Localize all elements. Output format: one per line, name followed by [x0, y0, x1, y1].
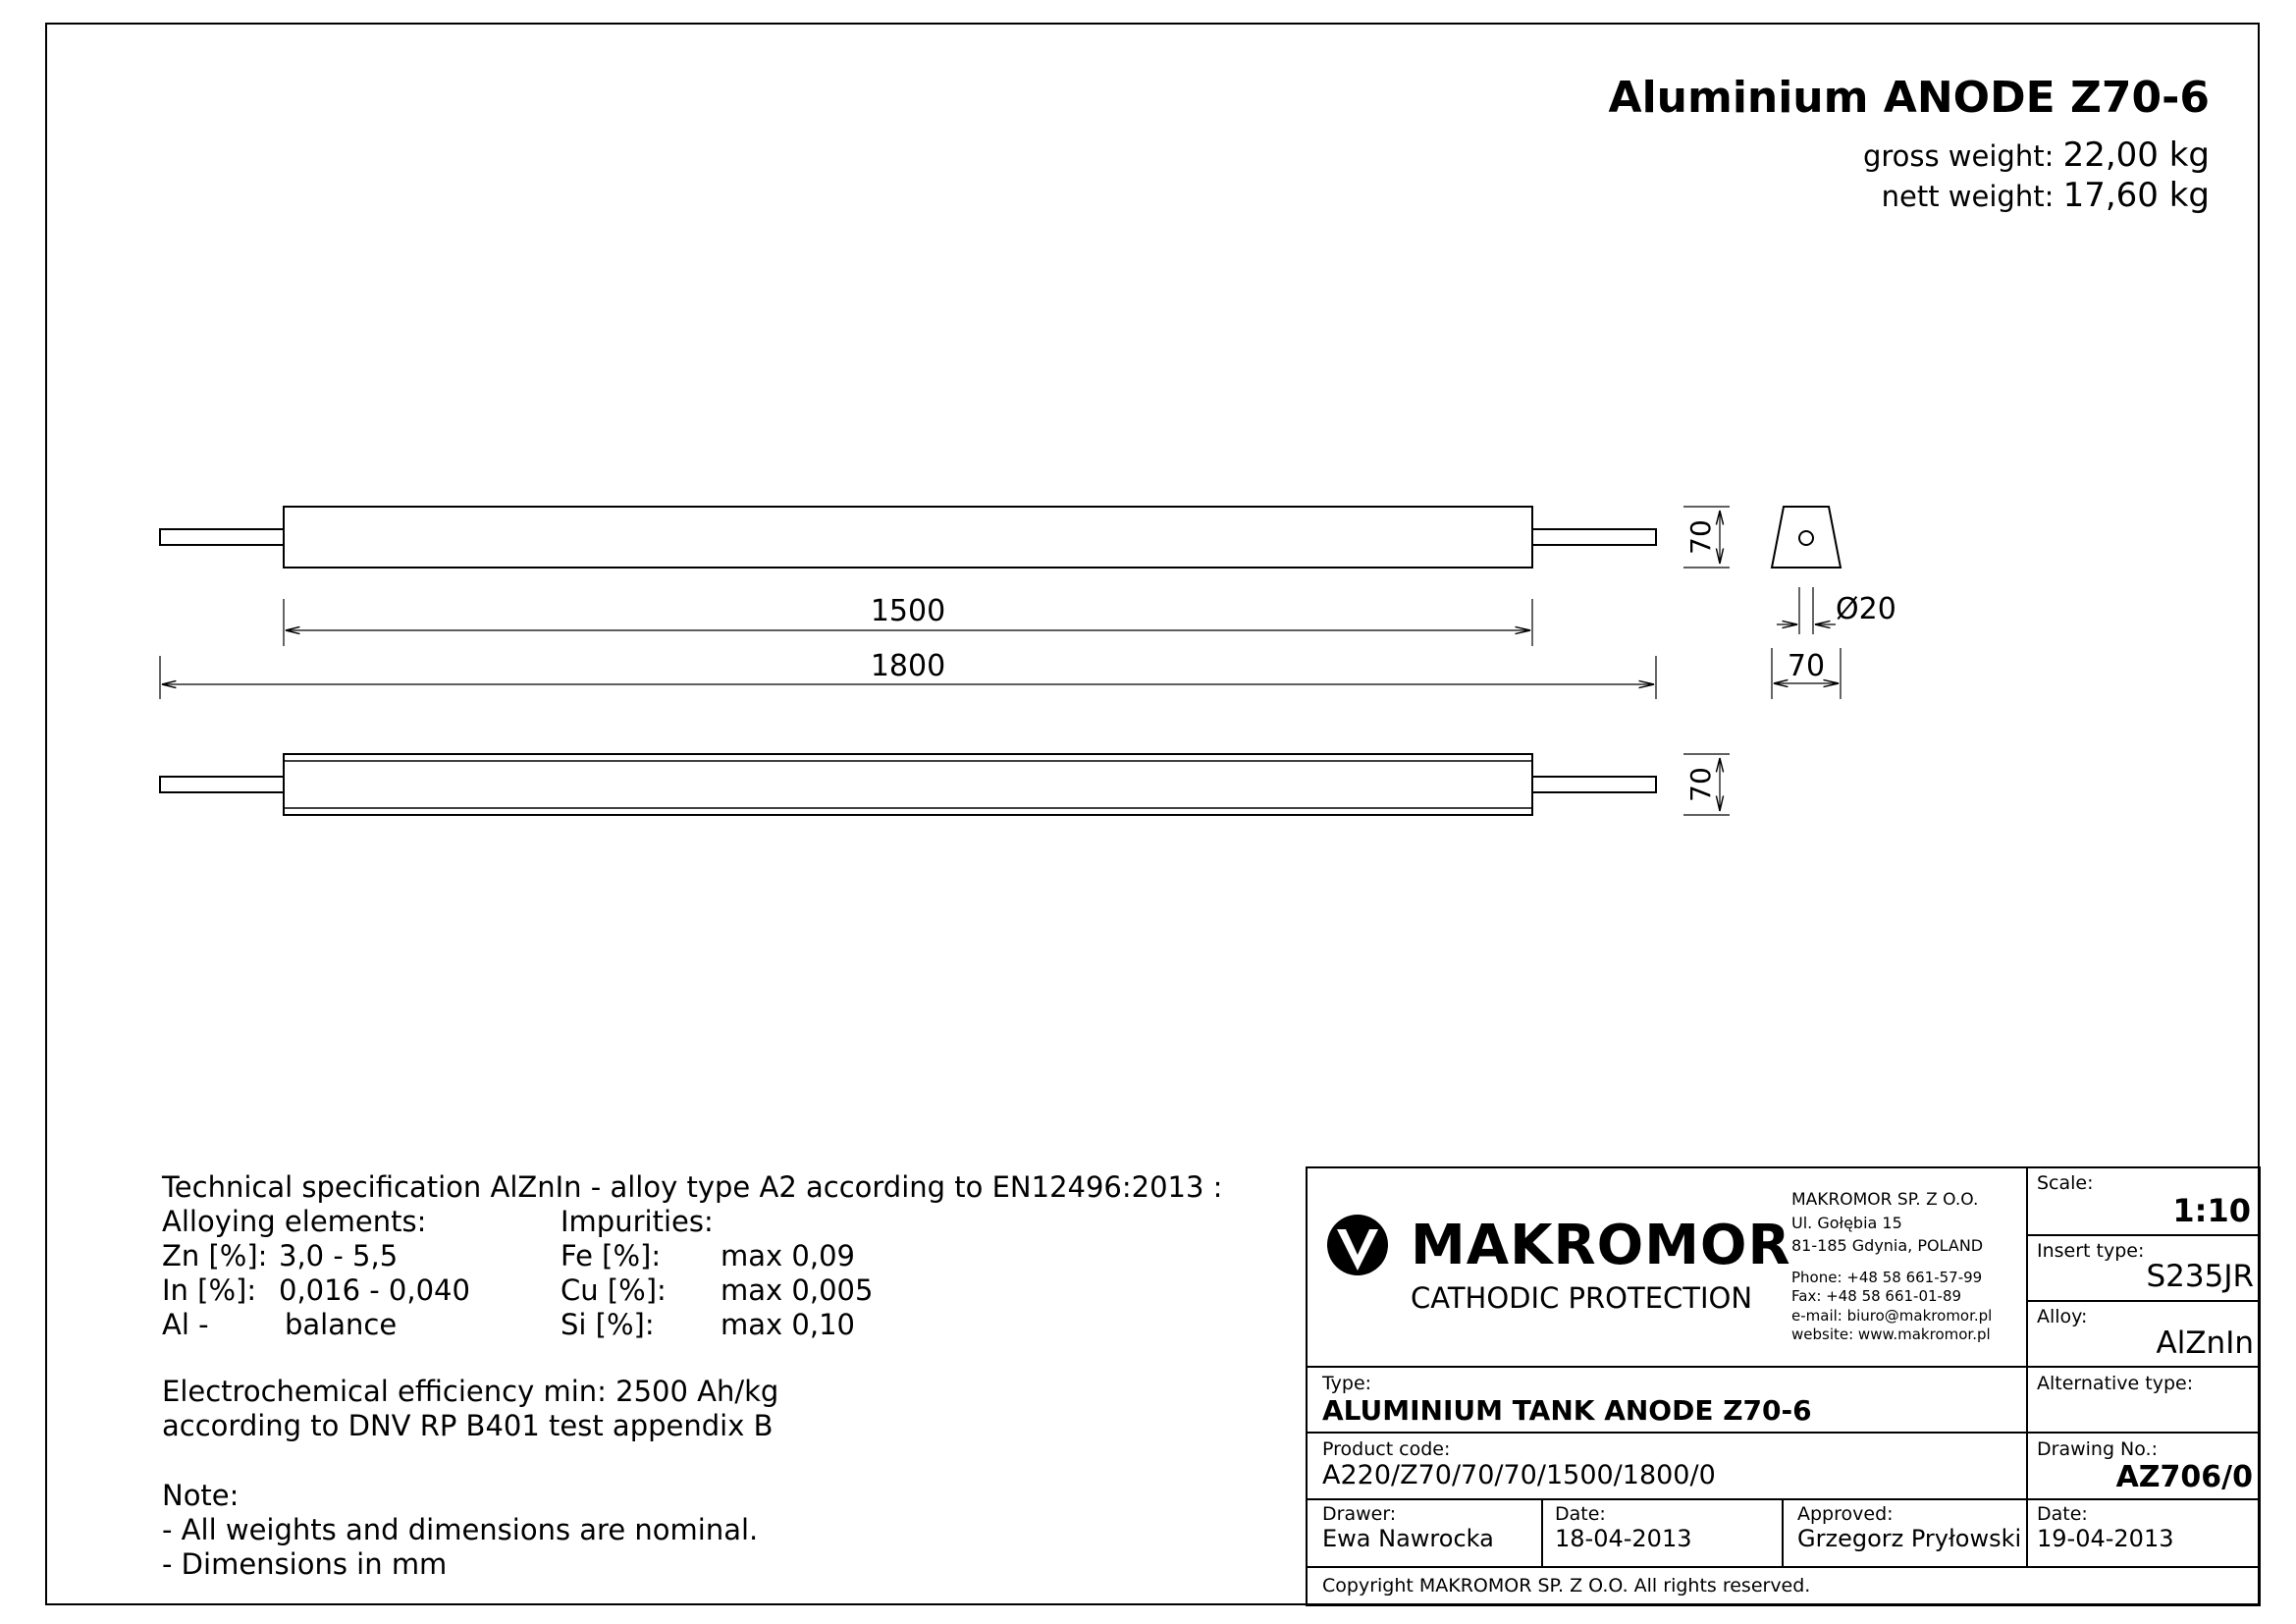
impurity-value-cu: max 0,005 — [721, 1273, 874, 1307]
makromor-logo-icon — [1327, 1215, 1388, 1275]
insert-type-label: Insert type: — [2037, 1240, 2145, 1262]
dim-1800: 1800 — [870, 649, 946, 683]
dim-hole-diameter: Ø20 — [1836, 592, 1896, 626]
alloy-value-in: 0,016 - 0,040 — [279, 1273, 470, 1307]
product-code-value: A220/Z70/70/70/1500/1800/0 — [1322, 1460, 1716, 1490]
nett-weight-label: nett weight: — [1881, 180, 2055, 213]
product-code-label: Product code: — [1322, 1438, 1451, 1460]
approved-value: Grzegorz Pryłowski — [1797, 1525, 2022, 1552]
impurity-value-fe: max 0,09 — [721, 1239, 855, 1272]
impurity-element-fe: Fe [%]: — [561, 1239, 662, 1272]
drawing-title: Aluminium ANODE Z70-6 — [1608, 73, 2210, 123]
drawing-number-value: AZ706/0 — [2115, 1460, 2253, 1494]
type-value: ALUMINIUM TANK ANODE Z70-6 — [1322, 1394, 1812, 1427]
alternative-type-label: Alternative type: — [2037, 1373, 2194, 1394]
fax-number: Fax: +48 58 661-01-89 — [1791, 1287, 1962, 1305]
note-1: - All weights and dimensions are nominal. — [162, 1513, 759, 1546]
alloy-value: AlZnIn — [2156, 1326, 2254, 1361]
impurity-element-cu: Cu [%]: — [561, 1273, 667, 1307]
alloy-value-zn: 3,0 - 5,5 — [279, 1239, 399, 1272]
scale-label: Scale: — [2037, 1172, 2094, 1194]
copyright-notice: Copyright MAKROMOR SP. Z O.O. All rights reserved. — [1322, 1575, 1811, 1597]
type-label: Type: — [1322, 1373, 1372, 1394]
insert-type-value: S235JR — [2146, 1259, 2254, 1294]
alloy-value-al: balance — [285, 1308, 398, 1341]
email-address: e-mail: biuro@makromor.pl — [1791, 1307, 1993, 1325]
alloy-label: Alloy: — [2037, 1306, 2088, 1327]
efficiency-line-2: according to DNV RP B401 test appendix B — [162, 1409, 774, 1442]
alloy-element-zn: Zn [%]: — [162, 1239, 268, 1272]
website-address: website: www.makromor.pl — [1791, 1326, 1991, 1343]
dim-section-width: 70 — [1787, 649, 1826, 683]
address-street: Ul. Gołębia 15 — [1791, 1214, 1902, 1232]
company-tagline: CATHODIC PROTECTION — [1411, 1281, 1753, 1315]
address-city: 81-185 Gdynia, POLAND — [1791, 1236, 1984, 1255]
drawer-label: Drawer: — [1322, 1503, 1397, 1525]
alloying-heading: Alloying elements: — [162, 1205, 427, 1238]
dim-1500: 1500 — [870, 594, 946, 628]
date-drawn-label: Date: — [1555, 1503, 1606, 1525]
spec-heading: Technical specification AlZnIn - alloy type A2 according to EN12496:2013 : — [162, 1170, 1223, 1204]
phone-number: Phone: +48 58 661-57-99 — [1791, 1269, 1983, 1286]
note-heading: Note: — [162, 1479, 240, 1512]
impurity-value-si: max 0,10 — [721, 1308, 855, 1341]
drawer-value: Ewa Nawrocka — [1322, 1525, 1494, 1552]
date-drawn-value: 18-04-2013 — [1555, 1525, 1692, 1552]
company-name: MAKROMOR — [1411, 1214, 1791, 1277]
gross-weight-value: 22,00 kg — [2062, 135, 2210, 175]
scale-value: 1:10 — [2172, 1192, 2251, 1229]
impurity-element-si: Si [%]: — [561, 1308, 655, 1341]
dim-height-bottom: 70 — [1684, 767, 1717, 802]
address-name: MAKROMOR SP. Z O.O. — [1791, 1190, 1979, 1210]
date-approved-label: Date: — [2037, 1503, 2088, 1525]
note-2: - Dimensions in mm — [162, 1547, 448, 1581]
date-approved-value: 19-04-2013 — [2037, 1525, 2174, 1552]
alloy-element-in: In [%]: — [162, 1273, 257, 1307]
alloy-element-al: Al - — [162, 1308, 209, 1341]
impurities-heading: Impurities: — [561, 1205, 714, 1238]
nett-weight-value: 17,60 kg — [2062, 176, 2210, 215]
drawing-number-label: Drawing No.: — [2037, 1438, 2158, 1460]
gross-weight-label: gross weight: — [1862, 139, 2055, 173]
dim-height-top: 70 — [1684, 519, 1717, 555]
efficiency-line-1: Electrochemical efficiency min: 2500 Ah/kg — [162, 1375, 779, 1408]
approved-label: Approved: — [1797, 1503, 1894, 1525]
